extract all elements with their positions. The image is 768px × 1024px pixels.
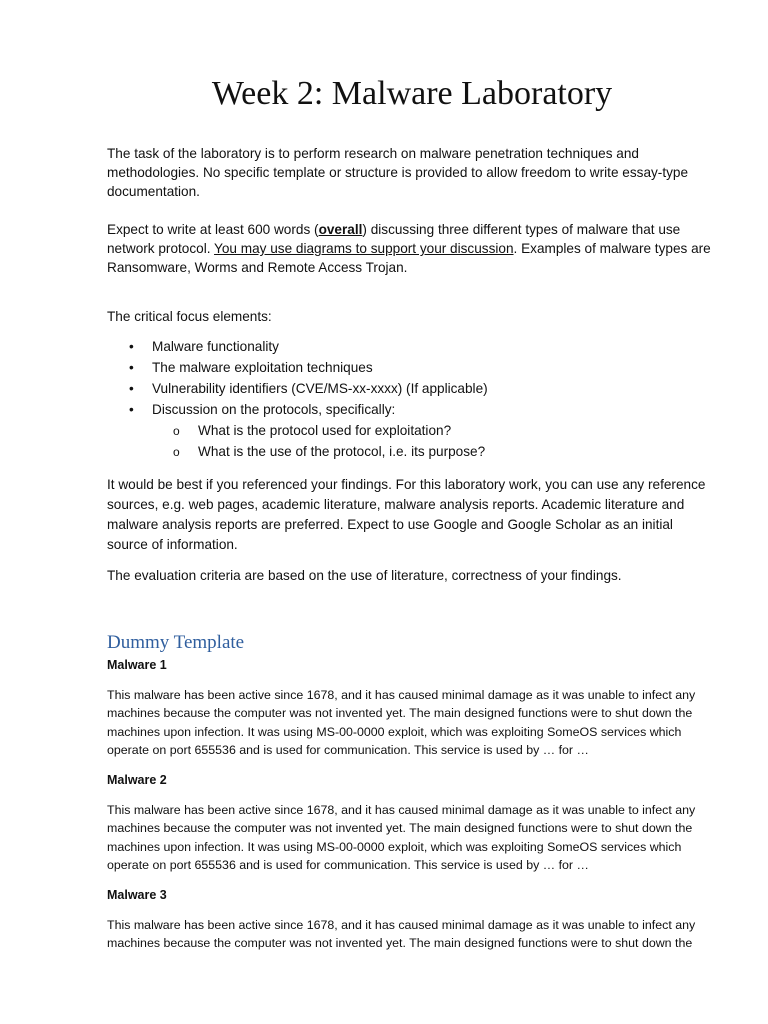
focus-heading: The critical focus elements: xyxy=(107,309,272,324)
focus-item-label: Vulnerability identifiers (CVE/MS-xx-xxxx) (If applicable) xyxy=(152,381,488,396)
focus-item xyxy=(107,337,717,358)
bullet-icon: • xyxy=(129,381,134,396)
intro-paragraph-1: The task of the laboratory is to perform research on malware penetration techniques and methodologies. No specific template or structure is provided to allow freedom to write essay-type documentation. xyxy=(107,146,689,199)
references-paragraph: It would be best if you referenced your findings. For this laboratory work, you can use any reference sources, e.g. web pages, academic literature, malware analysis reports. Academic literature and malware analysis reports are preferred. Expect to use Google and Google Scholar as an initial source of information. xyxy=(107,477,706,552)
focus-item-label: Malware functionality xyxy=(152,339,279,354)
malware-description: This malware has been active since 1678, and it has caused minimal damage as it was unable to infect any machines because the computer was not invented yet. The main designed functions were to shut down the xyxy=(107,918,696,951)
focus-subitem-label: What is the protocol used for exploitation? xyxy=(198,423,452,438)
document-title: Week 2: Malware Laboratory xyxy=(211,75,613,112)
malware-heading: Malware 1 xyxy=(107,658,167,672)
evaluation-paragraph: The evaluation criteria are based on the use of literature, correctness of your findings. xyxy=(107,568,622,583)
malware-heading: Malware 3 xyxy=(107,888,167,902)
focus-subitem xyxy=(107,442,717,463)
focus-item xyxy=(107,379,717,400)
overall-emphasis: overall xyxy=(318,222,363,237)
bullet-icon: • xyxy=(129,402,134,417)
intro-paragraph-2-text-c: . Examples of malware types are Ransomware, Worms and Remote Access Trojan. xyxy=(107,241,711,275)
focus-subitem xyxy=(107,421,717,442)
focus-list xyxy=(107,337,717,463)
malware-description: This malware has been active since 1678, and it has caused minimal damage as it was unable to infect any machines because the computer was not invented yet. The main designed functions were to shut down the machines upon infection. It was using MS-00-0000 exploit, which was exploiting SomeOS services which operate on port 655536 and is used for communication. This service is used by … for … xyxy=(107,803,696,872)
focus-item xyxy=(107,400,717,421)
focus-subitem-label: What is the use of the protocol, i.e. its purpose? xyxy=(198,444,486,459)
sub-bullet-icon: o xyxy=(173,424,180,438)
bullet-icon: • xyxy=(129,360,134,375)
malware-heading: Malware 2 xyxy=(107,773,167,787)
malware-description: This malware has been active since 1678, and it has caused minimal damage as it was unable to infect any machines because the computer was not invented yet. The main designed functions were to shut down the machines upon infection. It was using MS-00-0000 exploit, which was exploiting SomeOS services which operate on port 655536 and is used for communication. This service is used by … for … xyxy=(107,688,696,757)
intro-paragraph-2 xyxy=(107,220,717,277)
template-heading: Dummy Template xyxy=(107,632,245,653)
sub-bullet-icon: o xyxy=(173,445,180,459)
intro-paragraph-2-text-a: Expect to write at least 600 words ( xyxy=(107,222,319,237)
focus-item xyxy=(107,358,717,379)
bullet-icon: • xyxy=(129,339,134,354)
intro-paragraph-2-text-b: ) discussing three different types of malware that use network protocol. xyxy=(107,222,681,256)
diagrams-note: You may use diagrams to support your discussion xyxy=(214,241,514,256)
focus-item-label: Discussion on the protocols, specifically: xyxy=(152,402,396,417)
focus-item-label: The malware exploitation techniques xyxy=(152,360,373,375)
